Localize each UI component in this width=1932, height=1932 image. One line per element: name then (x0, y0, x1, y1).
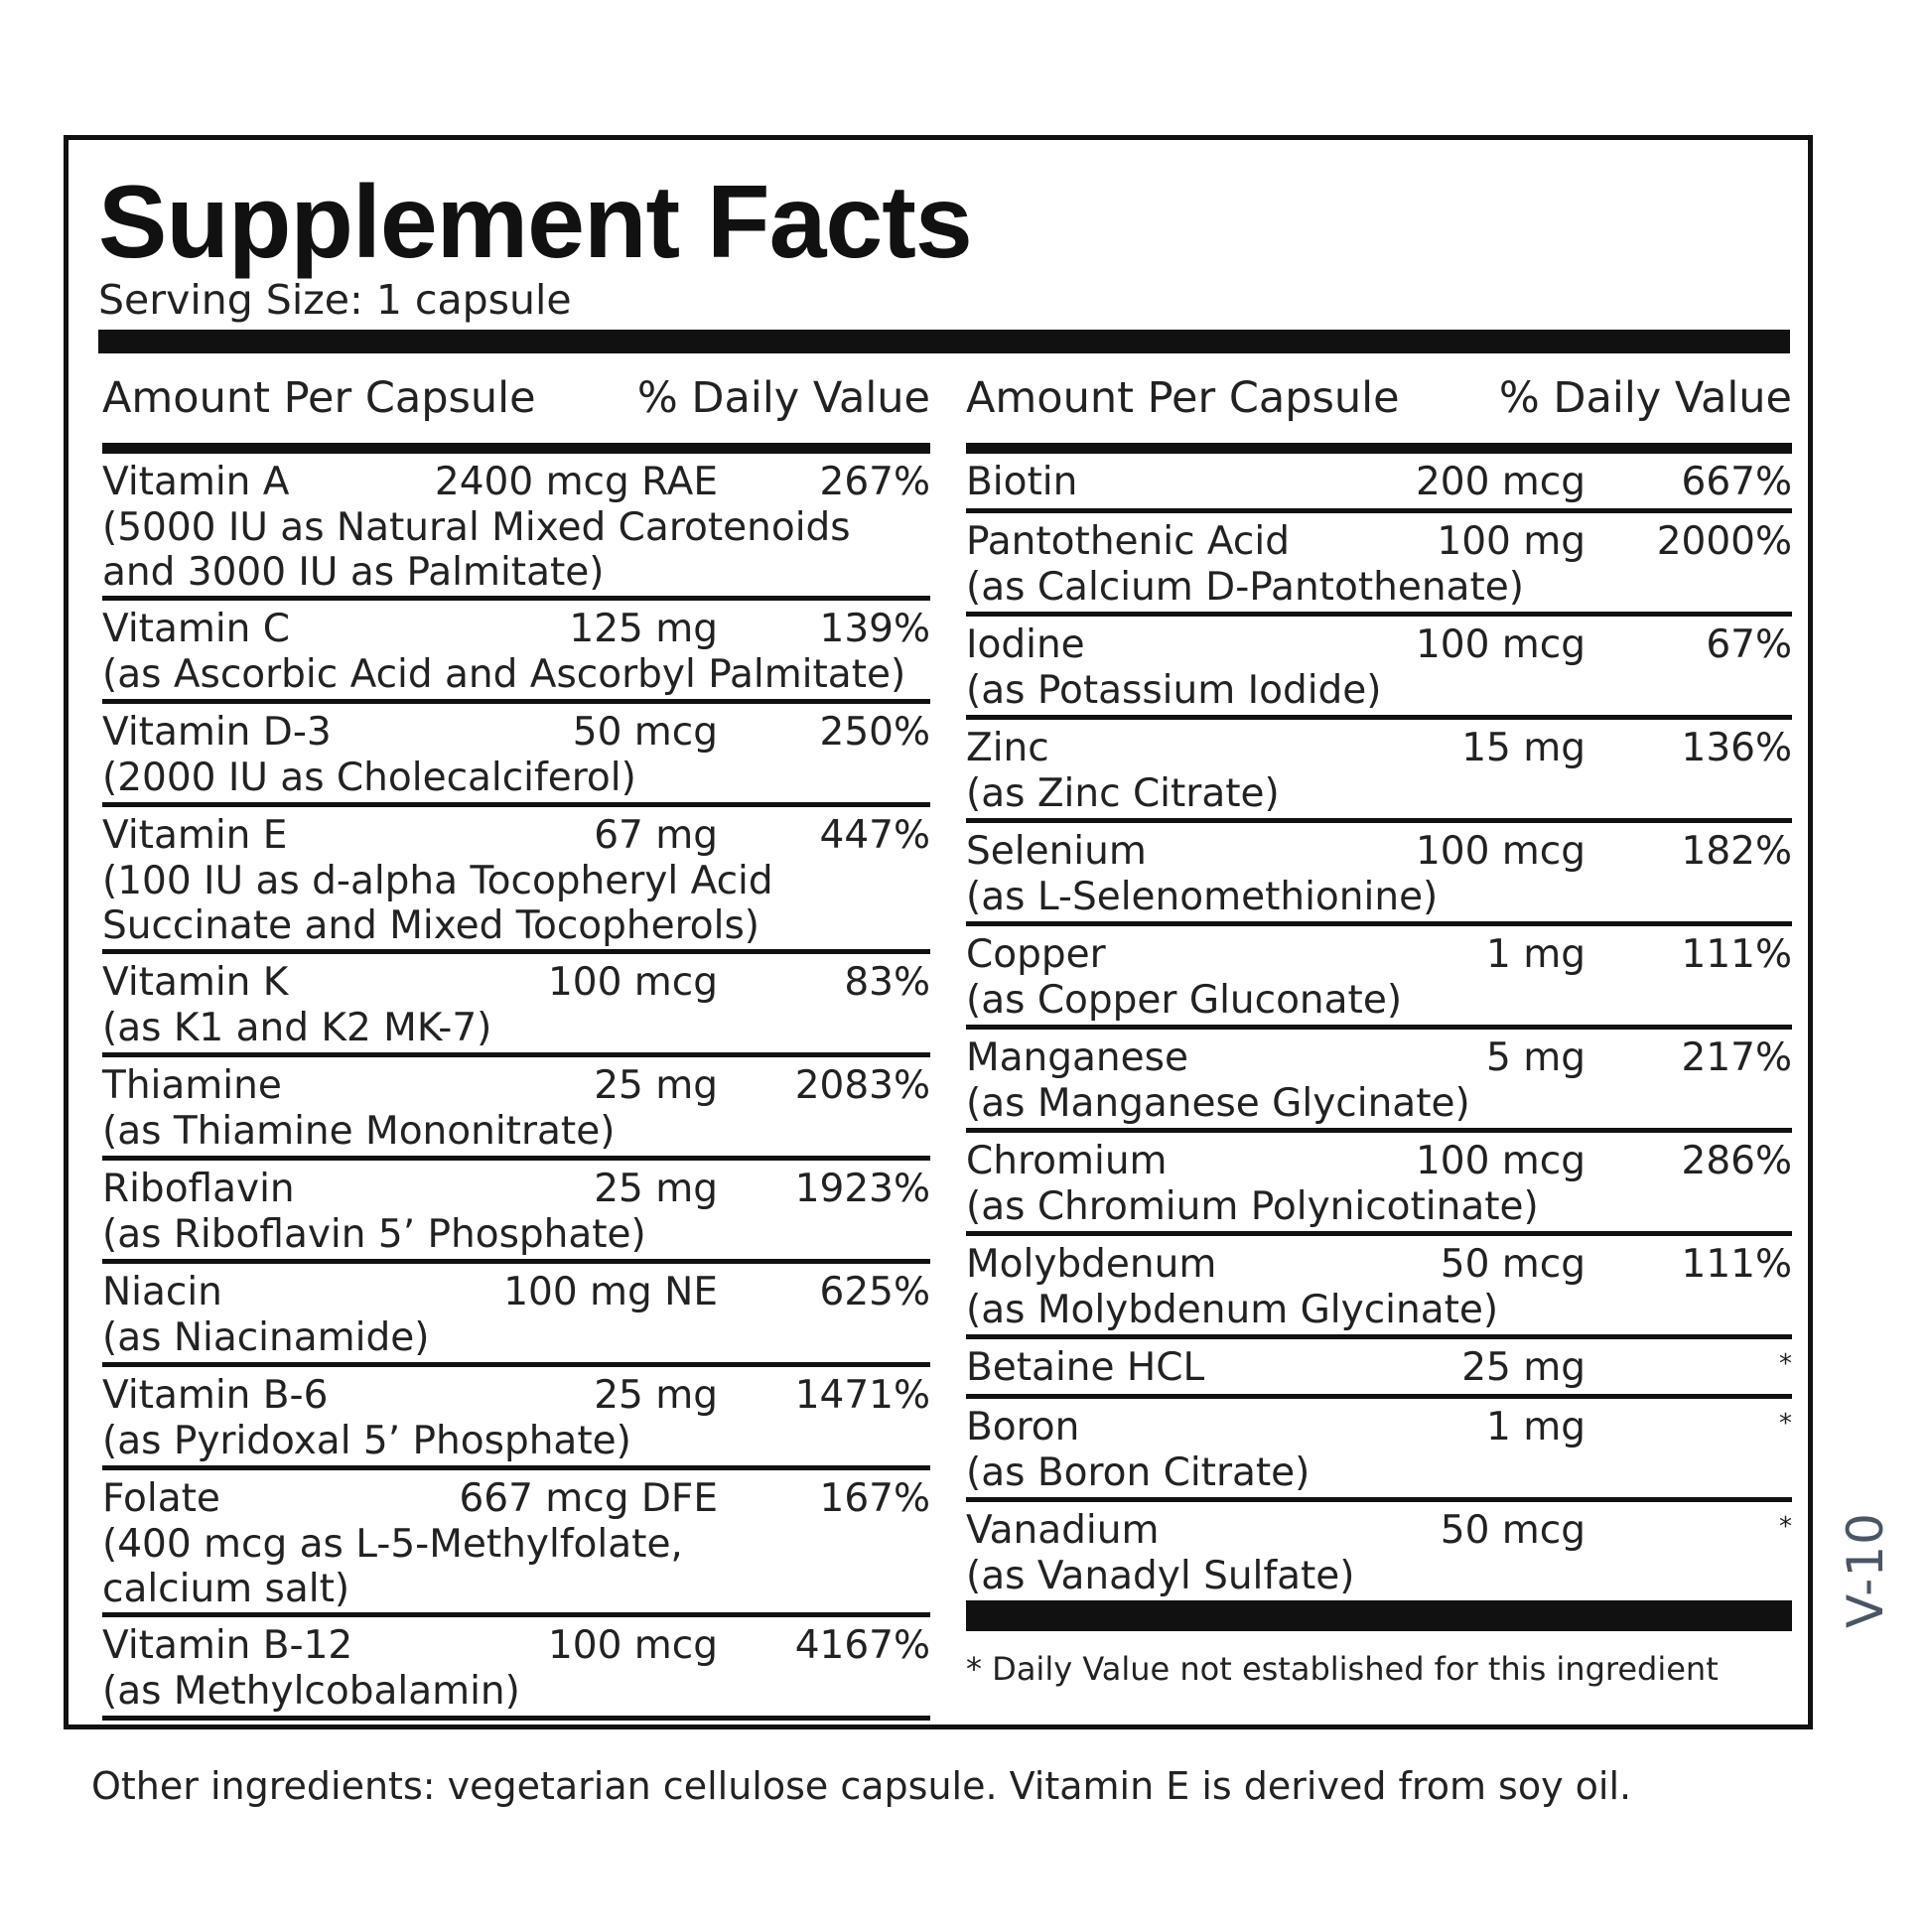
nutrient-amount: 667 mcg DFE (459, 1476, 718, 1521)
nutrient-name: Vitamin D-3 (102, 710, 332, 755)
nutrient-name: Zinc (966, 726, 1049, 770)
column-header (966, 353, 1792, 454)
description-line: (as Pyridoxal 5’ Phosphate) (102, 1419, 631, 1463)
nutrient-name: Copper (966, 932, 1106, 977)
description-line: (as K1 and K2 MK-7) (102, 1006, 492, 1050)
nutrient-description (966, 771, 1280, 816)
nutrient-amount: 50 mcg (1440, 1242, 1586, 1287)
nutrient-description (102, 1006, 491, 1050)
nutrient-main-line (102, 460, 930, 505)
nutrient-description (102, 859, 773, 948)
nutrient-amount: 200 mcg (1415, 460, 1586, 504)
description-line: (as Chromium Polynicotinate) (966, 1184, 1539, 1229)
nutrient-description (966, 1288, 1498, 1332)
nutrient-main-line (966, 932, 1792, 978)
description-line: (as Boron Citrate) (966, 1450, 1311, 1495)
nutrient-name: Vitamin B-6 (102, 1373, 329, 1418)
description-line: Succinate and Mixed Tocopherols) (102, 903, 760, 948)
nutrient-main-line (102, 813, 930, 859)
nutrient-amount: 100 mcg (1415, 1139, 1586, 1183)
nutrient-description (102, 1212, 646, 1257)
nutrient-list-left (102, 454, 930, 1721)
footnote: * Daily Value not established for this ingredient (966, 1650, 1719, 1688)
nutrient-daily-value: 625% (819, 1270, 930, 1314)
description-line: (100 IU as d-alpha Tocopheryl Acid (102, 859, 773, 903)
nutrient-main-line (966, 519, 1792, 565)
nutrient-row (966, 720, 1792, 823)
nutrient-amount: 50 mcg (1440, 1508, 1586, 1553)
description-line: (as Calcium D-Pantothenate) (966, 565, 1524, 610)
heavy-divider (98, 330, 1790, 353)
description-line: (as Molybdenum Glycinate) (966, 1288, 1499, 1332)
nutrient-amount: 67 mg (594, 813, 718, 858)
nutrient-daily-value: 217% (1681, 1035, 1792, 1080)
nutrient-daily-value: 1471% (794, 1373, 930, 1418)
nutrient-row (966, 1133, 1792, 1236)
nutrient-row (102, 954, 930, 1057)
description-line: (as Potassium Iodide) (966, 668, 1382, 713)
other-ingredients: Other ingredients: vegetarian cellulose capsule. Vitamin E is derived from soy oil. (91, 1764, 1632, 1808)
nutrient-daily-value: 83% (844, 960, 930, 1005)
nutrient-amount: 100 mg (1437, 519, 1586, 564)
nutrient-daily-value: 250% (819, 710, 930, 755)
nutrient-main-line (966, 1345, 1792, 1391)
nutrient-row (966, 1030, 1792, 1133)
nutrient-name: Vitamin K (102, 960, 289, 1005)
nutrient-daily-value: 286% (1681, 1139, 1792, 1183)
nutrient-row (966, 1399, 1792, 1502)
description-line: (as Thiamine Mononitrate) (102, 1109, 616, 1154)
nutrient-main-line (102, 1373, 930, 1419)
nutrient-main-line (966, 460, 1792, 505)
nutrient-row (102, 704, 930, 807)
nutrient-name: Manganese (966, 1035, 1188, 1080)
nutrient-name: Boron (966, 1405, 1080, 1449)
nutrient-main-line (102, 1063, 930, 1109)
nutrient-daily-value: 1923% (794, 1167, 930, 1211)
nutrient-amount: 1 mg (1486, 932, 1586, 977)
nutrient-daily-value: 111% (1681, 932, 1792, 977)
daily-value-header: % Daily Value (1498, 373, 1792, 423)
nutrient-name: Molybdenum (966, 1242, 1217, 1287)
nutrient-description (966, 1450, 1310, 1495)
nutrient-column-left (102, 353, 930, 1721)
description-line: (as Manganese Glycinate) (966, 1081, 1470, 1126)
nutrient-main-line (102, 710, 930, 756)
nutrient-name: Biotin (966, 460, 1078, 504)
nutrient-main-line (966, 1405, 1792, 1450)
nutrient-row (102, 807, 930, 954)
daily-value-header: % Daily Value (636, 373, 930, 423)
page-title: Supplement Facts (98, 165, 972, 280)
nutrient-daily-value: 139% (819, 607, 930, 651)
nutrient-name: Iodine (966, 622, 1085, 667)
column-header (102, 353, 930, 454)
nutrient-name: Chromium (966, 1139, 1168, 1183)
heavy-divider (966, 1605, 1792, 1631)
nutrient-name: Vanadium (966, 1508, 1160, 1553)
nutrient-row (102, 601, 930, 704)
nutrient-description (102, 1419, 631, 1463)
nutrient-description (102, 1669, 520, 1714)
nutrient-amount: 5 mg (1486, 1035, 1586, 1080)
nutrient-name: Thiamine (102, 1063, 282, 1108)
nutrient-description (102, 652, 905, 697)
nutrient-row (966, 1339, 1792, 1399)
description-line: (as Methylcobalamin) (102, 1669, 520, 1714)
nutrient-name: Vitamin C (102, 607, 291, 651)
nutrient-description (966, 1554, 1355, 1598)
nutrient-amount: 100 mcg (1415, 829, 1586, 874)
nutrient-amount: 100 mg NE (503, 1270, 718, 1314)
nutrient-description (966, 1081, 1470, 1126)
nutrient-daily-value: 167% (819, 1476, 930, 1521)
nutrient-row (102, 1617, 930, 1721)
nutrient-amount: 15 mg (1461, 726, 1586, 770)
description-line: (as Copper Gluconate) (966, 978, 1403, 1023)
description-line: (as Niacinamide) (102, 1315, 430, 1360)
nutrient-description (966, 668, 1382, 713)
supplement-facts-panel (64, 135, 1813, 1729)
nutrient-daily-value: * (1779, 1349, 1792, 1379)
nutrient-row (102, 1470, 930, 1617)
nutrient-amount: 100 mcg (547, 1623, 718, 1668)
nutrient-daily-value: 111% (1681, 1242, 1792, 1287)
nutrient-main-line (966, 1035, 1792, 1081)
nutrient-description (966, 978, 1402, 1023)
nutrient-daily-value: * (1779, 1512, 1792, 1542)
nutrient-row (966, 823, 1792, 926)
nutrient-name: Pantothenic Acid (966, 519, 1290, 564)
nutrient-name: Vitamin E (102, 813, 288, 858)
nutrient-name: Folate (102, 1476, 220, 1521)
nutrient-amount: 25 mg (1461, 1345, 1586, 1390)
nutrient-row (966, 454, 1792, 513)
nutrient-main-line (966, 726, 1792, 771)
nutrient-name: Vitamin A (102, 460, 290, 504)
nutrient-daily-value: 182% (1681, 829, 1792, 874)
description-line: (as Zinc Citrate) (966, 771, 1280, 816)
nutrient-main-line (102, 1476, 930, 1522)
nutrient-row (966, 513, 1792, 617)
nutrient-description (102, 1109, 615, 1154)
nutrient-daily-value: 447% (819, 813, 930, 858)
nutrient-row (102, 1057, 930, 1161)
nutrient-amount: 25 mg (594, 1167, 718, 1211)
nutrient-amount: 100 mcg (547, 960, 718, 1005)
serving-size: Serving Size: 1 capsule (98, 276, 572, 324)
nutrient-amount: 2400 mcg RAE (434, 460, 718, 504)
nutrient-description (966, 565, 1524, 610)
description-line: and 3000 IU as Palmitate) (102, 550, 605, 595)
nutrient-daily-value: 2083% (794, 1063, 930, 1108)
nutrient-name: Betaine HCL (966, 1345, 1205, 1390)
nutrient-main-line (102, 1270, 930, 1315)
version-code: V-10 (1837, 1512, 1894, 1628)
nutrient-description (966, 1184, 1539, 1229)
description-line: calcium salt) (102, 1567, 350, 1611)
nutrient-description (102, 756, 636, 800)
nutrient-main-line (102, 1167, 930, 1212)
nutrient-amount: 25 mg (594, 1063, 718, 1108)
description-line: (as Riboflavin 5’ Phosphate) (102, 1212, 646, 1257)
nutrient-row (102, 1161, 930, 1264)
nutrient-main-line (966, 1508, 1792, 1554)
nutrient-amount: 25 mg (594, 1373, 718, 1418)
nutrient-daily-value: 136% (1681, 726, 1792, 770)
nutrient-daily-value: 67% (1706, 622, 1792, 667)
nutrient-name: Riboflavin (102, 1167, 295, 1211)
description-line: (5000 IU as Natural Mixed Carotenoids (102, 505, 851, 550)
nutrient-list-right (966, 454, 1792, 1605)
nutrient-daily-value: 2000% (1656, 519, 1792, 564)
description-line: (2000 IU as Cholecalciferol) (102, 756, 636, 800)
nutrient-daily-value: * (1779, 1409, 1792, 1439)
nutrient-column-right (966, 353, 1792, 1689)
amount-header: Amount Per Capsule (966, 373, 1400, 423)
description-line: (400 mcg as L-5-Methylfolate, (102, 1522, 683, 1567)
description-line: (as Vanadyl Sulfate) (966, 1554, 1355, 1598)
nutrient-amount: 1 mg (1486, 1405, 1586, 1449)
nutrient-main-line (966, 622, 1792, 668)
description-line: (as L-Selenomethionine) (966, 875, 1439, 919)
nutrient-amount: 125 mg (569, 607, 718, 651)
nutrient-description (102, 505, 851, 595)
nutrient-amount: 50 mcg (572, 710, 718, 755)
nutrient-main-line (102, 607, 930, 652)
nutrient-row (966, 1236, 1792, 1339)
nutrient-amount: 100 mcg (1415, 622, 1586, 667)
nutrient-main-line (102, 960, 930, 1006)
nutrient-name: Selenium (966, 829, 1147, 874)
nutrient-row (102, 454, 930, 601)
nutrient-row (102, 1264, 930, 1367)
nutrient-main-line (966, 1139, 1792, 1184)
nutrient-main-line (102, 1623, 930, 1669)
nutrient-name: Vitamin B-12 (102, 1623, 353, 1668)
nutrient-description (102, 1315, 429, 1360)
amount-header: Amount Per Capsule (102, 373, 536, 423)
nutrient-row (966, 1502, 1792, 1605)
nutrient-main-line (966, 829, 1792, 875)
nutrient-description (102, 1522, 683, 1611)
nutrient-row (966, 617, 1792, 720)
nutrient-name: Niacin (102, 1270, 222, 1314)
nutrient-row (102, 1367, 930, 1470)
nutrient-row (966, 926, 1792, 1030)
nutrient-daily-value: 267% (819, 460, 930, 504)
nutrient-main-line (966, 1242, 1792, 1288)
nutrient-daily-value: 667% (1681, 460, 1792, 504)
nutrient-daily-value: 4167% (794, 1623, 930, 1668)
description-line: (as Ascorbic Acid and Ascorbyl Palmitate) (102, 652, 906, 697)
nutrient-description (966, 875, 1438, 919)
